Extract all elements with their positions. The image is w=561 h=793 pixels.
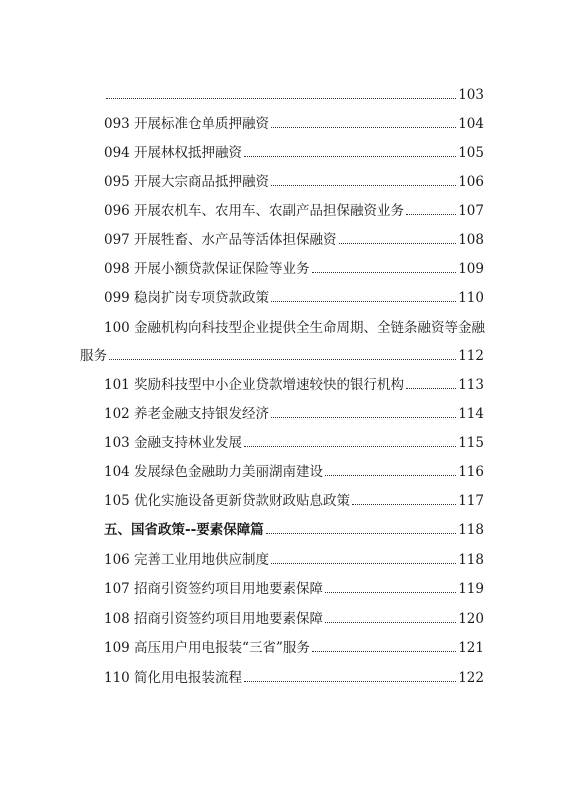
- toc-entry-title: 103 金融支持林业发展: [104, 435, 243, 451]
- toc-entry-101[interactable]: [104, 372, 484, 394]
- dot-leader: [266, 533, 457, 534]
- toc-page-number: 118: [458, 522, 484, 538]
- dot-leader: [271, 417, 456, 418]
- toc-entry-title: 108 招商引资签约项目用地要素保障: [104, 611, 324, 627]
- toc-entry-100[interactable]: [104, 317, 484, 339]
- toc-page-number: 103: [458, 87, 484, 103]
- toc-entry-title: 110 简化用电报装流程: [104, 670, 243, 686]
- toc-page-number: 116: [458, 464, 484, 480]
- dot-leader: [109, 359, 456, 360]
- dot-leader: [325, 622, 456, 623]
- toc-entry-title: 095 开展大宗商品抵押融资: [104, 174, 270, 190]
- toc-page-number: 115: [458, 435, 484, 451]
- toc-entry-106[interactable]: [104, 547, 484, 569]
- toc-entry-title: 094 开展林权抵押融资: [104, 145, 243, 161]
- toc-section-title: 五、国省政策--要素保障篇: [104, 522, 264, 538]
- toc-page-number: 109: [458, 261, 484, 277]
- dot-leader: [271, 301, 456, 302]
- toc-page-number: 108: [458, 232, 484, 248]
- toc-page-number: 120: [458, 611, 484, 627]
- toc-entry-097[interactable]: [104, 227, 484, 249]
- toc-entry-104[interactable]: [104, 459, 484, 481]
- toc-page-number: 107: [458, 203, 484, 219]
- toc-page-number: 119: [458, 581, 484, 597]
- dot-leader: [352, 504, 456, 505]
- toc-entry-title: 102 养老金融支持银发经济: [104, 406, 270, 422]
- toc-section-heading[interactable]: [104, 517, 484, 539]
- toc-page-number: 113: [458, 377, 484, 393]
- toc-page-number: 118: [458, 552, 484, 568]
- toc-entry-title: 098 开展小额贷款保证保险等业务: [104, 261, 310, 277]
- toc-entry-100-continuation[interactable]: [80, 343, 484, 365]
- toc-entry-099[interactable]: [104, 285, 484, 307]
- toc-entry-094[interactable]: [104, 140, 484, 162]
- toc-entry-title: 096 开展农机车、农用车、农副产品担保融资业务: [104, 203, 405, 219]
- toc-entry-108[interactable]: [104, 606, 484, 628]
- dot-leader: [271, 185, 456, 186]
- toc-entry-093[interactable]: [104, 111, 484, 133]
- toc-entry-title-continuation: 服务: [80, 348, 107, 364]
- toc-entry-continued[interactable]: [104, 82, 484, 104]
- toc-entry-110[interactable]: [104, 665, 484, 687]
- dot-leader: [312, 272, 457, 273]
- toc-page-number: 114: [458, 406, 484, 422]
- toc-entry-title: 100 金融机构向科技型企业提供全生命周期、全链条融资等金融: [104, 320, 486, 336]
- toc-entry-title: 105 优化实施设备更新贷款财政贴息政策: [104, 493, 351, 509]
- dot-leader: [406, 214, 456, 215]
- dot-leader: [325, 475, 456, 476]
- toc-entry-title: 106 完善工业用地供应制度: [104, 552, 270, 568]
- toc-entry-096[interactable]: [104, 198, 484, 220]
- toc-page-number: 110: [458, 290, 484, 306]
- toc-page-number: 121: [458, 640, 484, 656]
- dot-leader: [244, 156, 456, 157]
- dot-leader: [325, 592, 456, 593]
- toc-page-number: 117: [458, 493, 484, 509]
- toc-page-number: 122: [458, 670, 484, 686]
- toc-entry-title: 104 发展绿色金融助力美丽湖南建设: [104, 464, 324, 480]
- toc-entry-title: 097 开展牲畜、水产品等活体担保融资: [104, 232, 337, 248]
- dot-leader: [244, 681, 456, 682]
- toc-entry-103[interactable]: [104, 430, 484, 452]
- toc-entry-107[interactable]: [104, 576, 484, 598]
- toc-entry-109[interactable]: [104, 635, 484, 657]
- dot-leader: [271, 127, 456, 128]
- toc-entry-title: 093 开展标准仓单质押融资: [104, 116, 270, 132]
- toc-entry-102[interactable]: [104, 401, 484, 423]
- toc-entry-title: 101 奖励科技型中小企业贷款增速较快的银行机构: [104, 377, 405, 393]
- toc-entry-105[interactable]: [104, 488, 484, 510]
- toc-entry-title: 109 高压用户用电报装“三省”服务: [104, 640, 310, 656]
- toc-page-number: 106: [458, 174, 484, 190]
- dot-leader: [244, 446, 456, 447]
- toc-page-number: 112: [458, 348, 484, 364]
- toc-entry-title: 099 稳岗扩岗专项贷款政策: [104, 290, 270, 306]
- dot-leader: [271, 563, 456, 564]
- toc-entry-098[interactable]: [104, 256, 484, 278]
- toc-entry-095[interactable]: [104, 169, 484, 191]
- dot-leader: [312, 651, 456, 652]
- toc-page-number: 104: [458, 116, 484, 132]
- dot-leader: [406, 388, 456, 389]
- toc-page-number: 105: [458, 145, 484, 161]
- dot-leader: [339, 243, 457, 244]
- toc-entry-title: 107 招商引资签约项目用地要素保障: [104, 581, 324, 597]
- dot-leader: [106, 98, 456, 99]
